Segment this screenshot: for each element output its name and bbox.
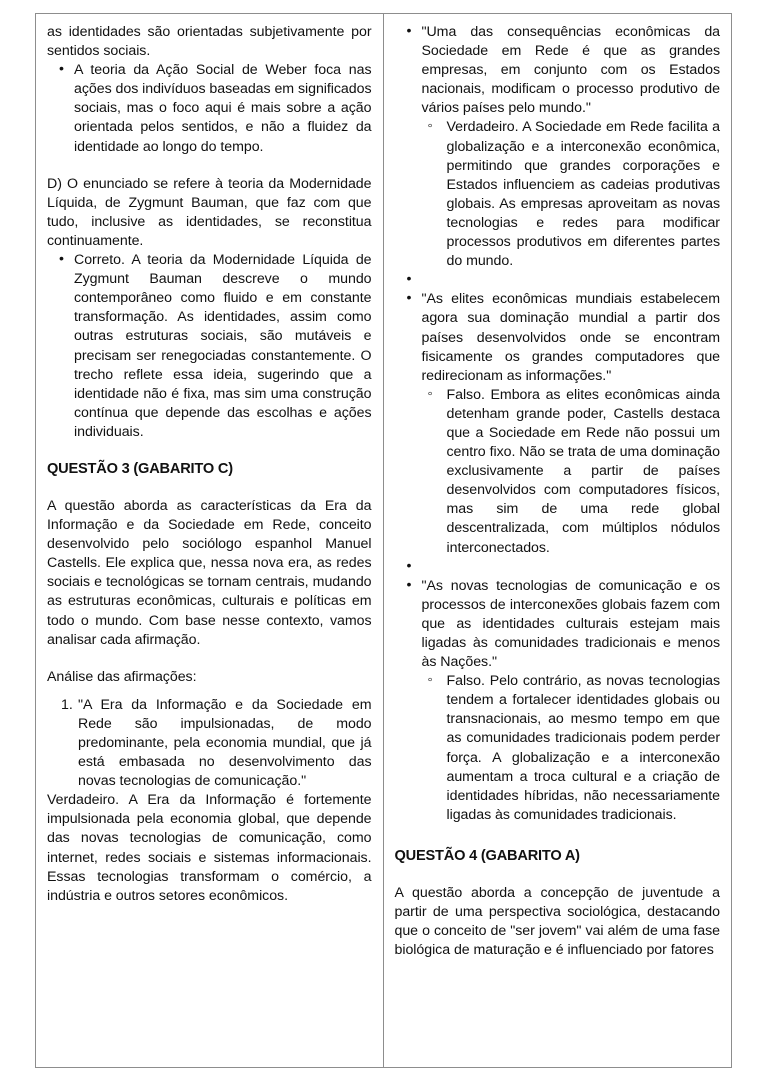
paragraph-spacer: [47, 157, 372, 175]
alternative-d-paragraph: D) O enunciado se refere à teoria da Modernidade Líquida, de Zygmunt Bauman, que faz com que tudo, inclusive as identidades, se reconstitua continuamente.: [47, 175, 372, 249]
section-spacer: [395, 825, 721, 847]
questao-4-heading: QUESTÃO 4 (GABARITO A): [394, 847, 580, 864]
list-item: ◦ Falso. Pelo contrário, as novas tecnologias tendem a fortalecer identidades globais ou transnacionais, ao mesmo tempo em que as comunidades tradicionais podem perder força. A globalização e a interconexão aumentam a troca cultural e a criação de identidades híbridas, não necessariamente ligadas às comunidades tradicionais.: [395, 672, 721, 825]
right-column: [384, 14, 732, 1067]
correto-bullet-list: [47, 251, 372, 442]
analise-label: Análise das afirmações:: [47, 668, 197, 685]
questao-3-intro: A questão aborda as características da Era da Informação e da Sociedade em Rede, conceito desenvolvido pelo sociólogo espanhol Manuel Castells. Ele explica que, nessa nova era, as redes sociais e tecnológicas se tornam centrais, mudando as estruturas econômicas, culturais e políticas em todo o mundo. Com base nesse contexto, vamos analisar cada afirmação.: [47, 497, 372, 648]
list-spacer: [47, 687, 372, 696]
heading-spacer: [47, 479, 372, 497]
weber-bullet-list: [47, 61, 372, 156]
section-spacer: [47, 442, 372, 460]
questao-3-heading: QUESTÃO 3 (GABARITO C): [47, 460, 233, 477]
list-item-empty: [395, 271, 721, 290]
list-item: ◦ Falso. Embora as elites econômicas ainda detenham grande poder, Castells destaca que a Sociedade em Rede não possui um centro fixo. Não se trata de uma dominação exclusivamente a partir de países desenvolvidos com computadores físicos, mas sim de uma rede global descentralizada, com múltiplos nódulos interconectados.: [395, 386, 721, 558]
continued-paragraph: as identidades são orientadas subjetivamente por sentidos sociais.: [47, 24, 372, 60]
analise-spacer: [47, 650, 372, 668]
list-item: [47, 696, 372, 791]
list-item-empty: [395, 558, 721, 577]
list-item-marker: 1.: [61, 696, 73, 713]
list-item: ◦ Verdadeiro. A Sociedade em Rede facilita a globalização e a interconexão econômica, permitindo que grandes corporações e Estados influenciem as cadeias produtivas globais. As empresas aproveitam as novas tecnologias e redes para modificar processos produtivos em diferentes partes do mundo.: [395, 118, 721, 271]
left-column: [36, 14, 384, 1067]
afirmacoes-list: [47, 696, 372, 791]
list-item: • "Uma das consequências econômicas da Sociedade em Rede é que as grandes empresas, em conjunto com os Estados nacionais, modificam o processo produtivo de vários países pelo mundo.": [395, 23, 721, 118]
list-item: • Correto. A teoria da Modernidade Líquida de Zygmunt Bauman descreve o mundo contemporâneo como fluido e em constante transformação. As identidades, assim como outras estruturas sociais, são mutáveis e precisam ser renegociadas constantemente. O trecho reflete essa ideia, sugerindo que a identidade não é fixa, mas sim uma construção contínua que depende das escolhas e ações individuais.: [47, 251, 372, 442]
list-item: • A teoria da Ação Social de Weber foca nas ações dos indivíduos baseadas em significados sociais, mas o foco aqui é mais sobre a ação orientada pelos sentidos, e não a fluidez da identidade ao longo do tempo.: [47, 61, 372, 156]
list-item: • "As elites econômicas mundiais estabelecem agora sua dominação mundial a partir dos países desenvolvidos onde se encontram fisicamente os grandes computadores que redirecionam as informações.": [395, 290, 721, 385]
document-page: [35, 13, 732, 1068]
item1-answer: Verdadeiro. A Era da Informação é fortemente impulsionada pela economia global, que depende das novas tecnologias de comunicação, como internet, redes sociais e sistemas informacionais. Essas tecnologias transformam o comércio, a indústria e outros setores econômicos.: [47, 792, 372, 904]
list-item: • "As novas tecnologias de comunicação e os processos de interconexões globais fazem com que as identidades culturais estejam mais ligadas às comunidades tradicionais e menos às Nações.": [395, 577, 721, 672]
heading-spacer: [395, 866, 721, 884]
list-item-text: "A Era da Informação e da Sociedade em Rede são impulsionadas, de modo predominante, pela economia mundial, que já está embasada no desenvolvimento das novas tecnologias de comunicação.": [78, 696, 372, 790]
claim-1-list: [395, 23, 721, 825]
questao-4-intro: A questão aborda a concepção de juventude a partir de uma perspectiva sociológica, destacando que o conceito de "ser jovem" vai além de uma fase biológica de maturação e é influenciado por fatores: [394, 884, 720, 959]
